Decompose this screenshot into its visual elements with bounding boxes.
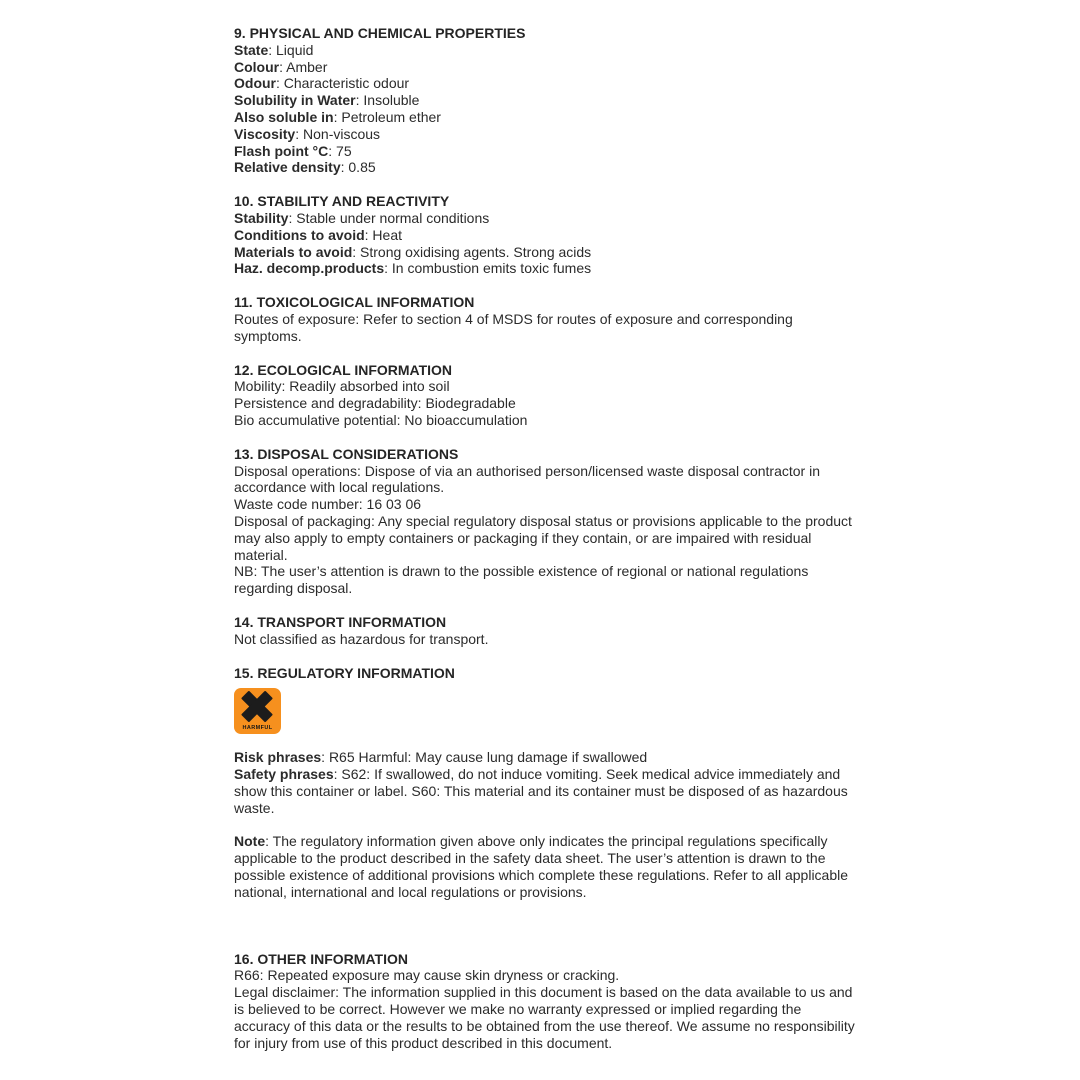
field-value: Disposal operations: Dispose of via an authorised person/licensed waste disposal contractor in accordance with local regulations. xyxy=(234,462,820,496)
harmful-hazard-symbol xyxy=(234,688,281,734)
section-13 xyxy=(234,446,856,597)
section-11 xyxy=(234,294,856,344)
section-body xyxy=(234,210,856,277)
field-label: Safety phrases xyxy=(234,766,334,783)
text-line xyxy=(234,260,856,277)
section-14 xyxy=(234,614,856,648)
text-line xyxy=(234,967,856,984)
field-value: : Heat xyxy=(364,226,403,243)
field-label: Risk phrases xyxy=(234,749,322,766)
text-line xyxy=(234,159,856,176)
field-label: Flash point °C xyxy=(234,142,329,159)
field-label: Also soluble in xyxy=(234,108,334,125)
section-heading: 13. DISPOSAL CONSIDERATIONS xyxy=(234,445,459,462)
text-line xyxy=(234,126,856,143)
field-label: Solubility in Water xyxy=(234,92,356,109)
section-heading: 10. STABILITY AND REACTIVITY xyxy=(234,193,450,210)
text-line xyxy=(234,496,856,513)
text-line xyxy=(234,75,856,92)
section-heading: 15. REGULATORY INFORMATION xyxy=(234,664,455,681)
section-16 xyxy=(234,951,856,1052)
text-line xyxy=(234,412,856,429)
text-line xyxy=(234,631,856,648)
section-9 xyxy=(234,25,856,176)
field-label: Relative density xyxy=(234,159,341,176)
text-line xyxy=(234,513,856,563)
field-value: : Non-viscous xyxy=(295,125,381,142)
field-value: : 0.85 xyxy=(340,159,376,176)
field-value: R66: Repeated exposure may cause skin dryness or cracking. xyxy=(234,967,620,984)
field-value: Waste code number: 16 03 06 xyxy=(234,496,422,513)
field-label: Viscosity xyxy=(234,125,296,142)
section-heading: 16. OTHER INFORMATION xyxy=(234,950,408,967)
text-line xyxy=(234,749,856,766)
text-line xyxy=(234,42,856,59)
section-body xyxy=(234,967,856,1051)
text-line xyxy=(234,109,856,126)
text-line xyxy=(234,59,856,76)
section-heading: 12. ECOLOGICAL INFORMATION xyxy=(234,361,453,378)
section-body xyxy=(234,463,856,597)
document-content xyxy=(234,25,856,1051)
text-line xyxy=(234,766,856,816)
field-value: : Strong oxidising agents. Strong acids xyxy=(352,243,592,260)
section-body xyxy=(234,311,856,345)
field-value: : Stable under normal conditions xyxy=(288,209,490,226)
field-value: Legal disclaimer: The information supplied in this document is based on the data available to us and is believed to be correct. However we make no warranty expressed or implied regarding the accuracy of this data or the results to be obtained from the use thereof. We assume no responsibility for injury from use of this product described in this document. xyxy=(234,984,855,1051)
field-value: : Insoluble xyxy=(355,92,420,109)
text-line xyxy=(234,563,856,597)
text-line xyxy=(234,378,856,395)
field-label: State xyxy=(234,41,269,58)
field-label: Stability xyxy=(234,209,289,226)
text-line xyxy=(234,244,856,261)
text-line xyxy=(234,395,856,412)
field-value: : R65 Harmful: May cause lung damage if swallowed xyxy=(321,749,648,766)
section-heading: 14. TRANSPORT INFORMATION xyxy=(234,613,447,630)
section-body xyxy=(234,688,856,900)
field-label: Conditions to avoid xyxy=(234,226,365,243)
field-value: : Amber xyxy=(279,58,328,75)
section-15 xyxy=(234,665,856,901)
section-12 xyxy=(234,362,856,429)
field-value: NB: The user’s attention is drawn to the possible existence of regional or national regulations regarding disposal. xyxy=(234,563,809,597)
field-value: : Petroleum ether xyxy=(333,108,441,125)
text-line xyxy=(234,833,856,900)
field-value: Bio accumulative potential: No bioaccumulation xyxy=(234,411,528,428)
field-label: Haz. decomp.products xyxy=(234,260,385,277)
text-line xyxy=(234,311,856,345)
section-heading: 9. PHYSICAL AND CHEMICAL PROPERTIES xyxy=(234,25,526,41)
text-line xyxy=(234,210,856,227)
field-label: Odour xyxy=(234,75,276,92)
section-body xyxy=(234,631,856,648)
field-value: Disposal of packaging: Any special regulatory disposal status or provisions applicable to the product may also apply to empty containers or packaging if they contain, or are impaired with residual material. xyxy=(234,512,852,563)
field-value: : In combustion emits toxic fumes xyxy=(384,260,592,277)
field-value: Persistence and degradability: Biodegradable xyxy=(234,395,516,412)
text-line xyxy=(234,227,856,244)
field-value: : Liquid xyxy=(268,41,314,58)
field-value: : The regulatory information given above only indicates the principal regulations specifically applicable to the product described in the safety data sheet. The user’s attention is drawn to the possible existence of additional provisions which complete these regulations. Refer to all applicable national, international and local regulations or provisions. xyxy=(234,833,849,900)
text-line xyxy=(234,463,856,497)
field-label: Note xyxy=(234,833,266,850)
field-label: Colour xyxy=(234,58,280,75)
section-body xyxy=(234,378,856,428)
text-line xyxy=(234,984,856,1051)
field-value: : 75 xyxy=(328,142,352,159)
field-label: Materials to avoid xyxy=(234,243,353,260)
text-line xyxy=(234,92,856,109)
field-value: : S62: If swallowed, do not induce vomiting. Seek medical advice immediately and show this container or label. S60: This material and its container must be disposed of as hazardous waste. xyxy=(234,766,848,816)
field-value: Routes of exposure: Refer to section 4 of MSDS for routes of exposure and corresponding symptoms. xyxy=(234,310,793,344)
field-value: Not classified as hazardous for transport. xyxy=(234,630,489,647)
field-value: Mobility: Readily absorbed into soil xyxy=(234,378,450,395)
hazard-symbol-label: HARMFUL xyxy=(242,725,273,732)
field-value: : Characteristic odour xyxy=(276,75,410,92)
text-line xyxy=(234,143,856,160)
section-10 xyxy=(234,193,856,277)
section-heading: 11. TOXICOLOGICAL INFORMATION xyxy=(234,294,475,311)
section-body xyxy=(234,42,856,176)
